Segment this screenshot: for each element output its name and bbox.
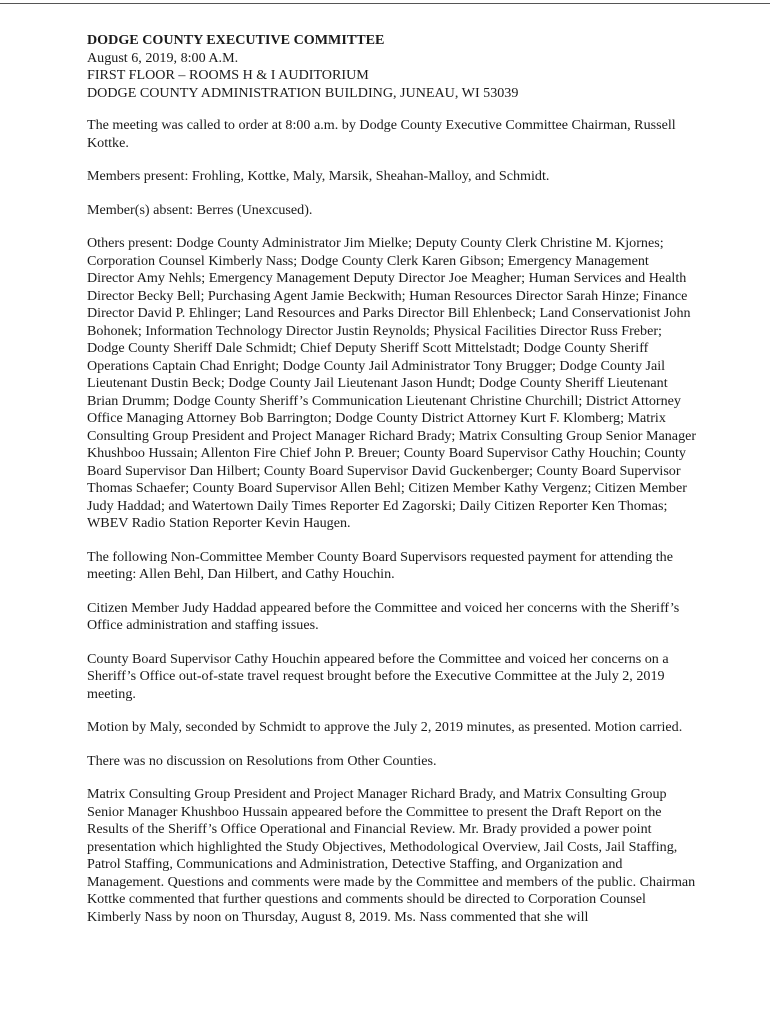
minutes-motion-paragraph: Motion by Maly, seconded by Schmidt to approve the July 2, 2019 minutes, as presented. Motion carried.: [87, 719, 683, 735]
members-absent-paragraph: Member(s) absent: Berres (Unexcused).: [87, 201, 313, 218]
citizen-concerns-paragraph: Citizen Member Judy Haddad appeared before the Committee and voiced her concerns with the Sheriff’s Office administration and staffing issues.: [87, 599, 680, 633]
resolutions-paragraph: There was no discussion on Resolutions from Other Counties.: [87, 752, 437, 769]
meeting-location: FIRST FLOOR – ROOMS H & I AUDITORIUM: [87, 67, 369, 83]
call-to-order-paragraph: The meeting was called to order at 8:00 a.m. by Dodge County Executive Committee Chairman, Russell Kottke.: [87, 117, 676, 151]
meeting-building: DODGE COUNTY ADMINISTRATION BUILDING, JUNEAU, WI 53039: [87, 84, 519, 101]
meeting-date: August 6, 2019, 8:00 A.M.: [87, 49, 239, 66]
supervisor-concerns-paragraph: County Board Supervisor Cathy Houchin appeared before the Committee and voiced her concerns on a Sheriff’s Office out-of-state travel request brought before the Executive Committee at the July 2, 2019 meeting.: [87, 650, 669, 702]
committee-title: DODGE COUNTY EXECUTIVE COMMITTEE: [87, 32, 385, 48]
payment-request-paragraph: The following Non-Committee Member County Board Supervisors requested payment for attending the meeting: Allen Behl, Dan Hilbert, and Cathy Houchin.: [87, 548, 673, 582]
matrix-report-paragraph: Matrix Consulting Group President and Project Manager Richard Brady, and Matrix Consulting Group Senior Manager Khushboo Hussain appeared before the Committee to present the Draft Report on the Results of the Sheriff’s Office Operational and Financial Review. Mr. Brady provided a power point presentation which highlighted the Study Objectives, Methodological Overview, Jail Costs, Jail Staffing, Patrol Staffing, Communications and Administration, Detective Staffing, and Organization and Management. Questions and comments were made by the Committee and members of the public. Chairman Kottke commented that further questions and comments should be directed to Corporation Counsel Kimberly Nass by noon on Thursday, August 8, 2019. Ms. Nass commented that she will: [87, 786, 696, 925]
minutes-header: [87, 32, 699, 102]
minutes-content: [87, 32, 699, 926]
members-present-paragraph: Members present: Frohling, Kottke, Maly, Marsik, Sheahan-Malloy, and Schmidt.: [87, 168, 550, 184]
page-top-rule: [0, 3, 770, 4]
others-present-paragraph: Others present: Dodge County Administrator Jim Mielke; Deputy County Clerk Christine M. Kjornes; Corporation Counsel Kimberly Nass; Dodge County Clerk Karen Gibson; Emergency Management Director Amy Nehls; Emergency Management Deputy Director Joe Meagher; Human Services and Health Director Becky Bell; Purchasing Agent Jamie Beckwith; Human Resources Director Sarah Hinze; Finance Director David P. Ehlinger; Land Resources and Parks Director Bill Ehlenbeck; Land Conservationist John Bohonek; Information Technology Director Justin Reynolds; Physical Facilities Director Russ Freber; Dodge County Sheriff Dale Schmidt; Chief Deputy Sheriff Scott Mittelstadt; Dodge County Sheriff Operations Captain Chad Enright; Dodge County Jail Administrator Tony Brugger; Dodge County Jail Lieutenant Dustin Beck; Dodge County Jail Lieutenant Jason Hundt; Dodge County Sheriff Lieutenant Brian Drumm; Dodge County Sheriff’s Communication Lieutenant Christine Churchill; District Attorney Office Managing Attorney Bob Barrington; Dodge County District Attorney Kurt F. Klomberg; Matrix Consulting Group President and Project Manager Richard Brady; Matrix Consulting Group Senior Manager Khushboo Hussain; Allenton Fire Chief John P. Breuer; County Board Supervisor Cathy Houchin; County Board Supervisor Dan Hilbert; County Board Supervisor David Guckenberger; County Board Supervisor Thomas Schaefer; County Board Supervisor Allen Behl; Citizen Member Kathy Vergenz; Citizen Member Judy Haddad; and Watertown Daily Times Reporter Ed Zagorski; Daily Citizen Reporter Ken Thomas; WBEV Radio Station Reporter Kevin Haugen.: [87, 235, 697, 531]
